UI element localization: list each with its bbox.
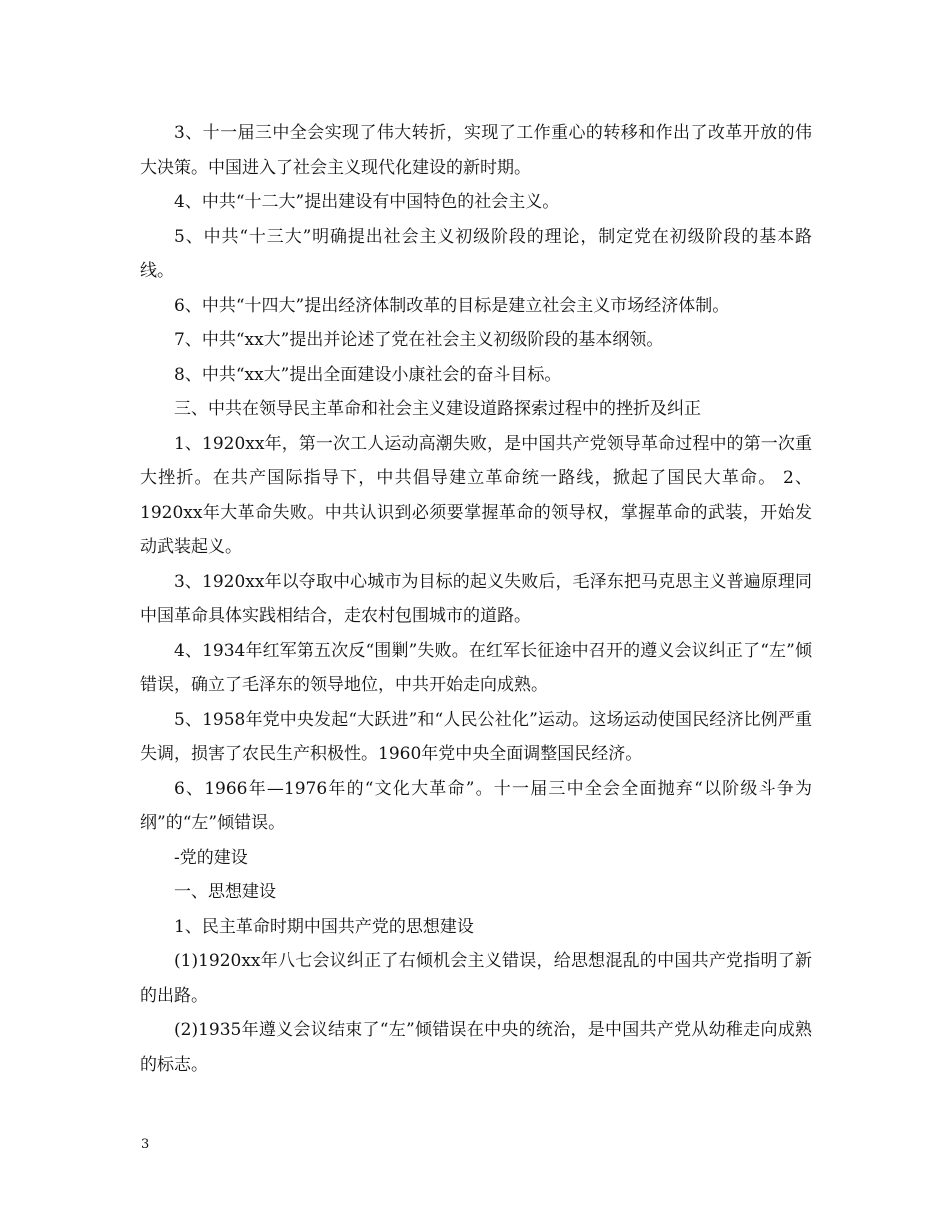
paragraph: 6、1966年—1976年的“文化大革命”。十一届三中全会全面抛弃“以阶级斗争为纲”的“左”倾错误。 <box>140 778 812 833</box>
paragraph: 6、中共“十四大”提出经济体制改革的目标是建立社会主义市场经济体制。 <box>174 295 730 316</box>
section-heading: 一、思想建设 <box>174 882 276 902</box>
paragraph: 8、中共“xx大”提出全面建设小康社会的奋斗目标。 <box>174 364 562 385</box>
document-body <box>140 116 812 1082</box>
page-number: 3 <box>141 1137 150 1152</box>
paragraph: 1、1920xx年，第一次工人运动高潮失败，是中国共产党领导革命过程中的第一次重大挫折。在共产国际指导下，中共倡导建立革命统一路线，掀起了国民大革命。 2、1920xx年大革命失败。中共认识到必须要掌握革命的领导权，掌握革命的武装，开始发动武装起义。 <box>140 433 812 557</box>
paragraph: 5、中共“十三大”明确提出社会主义初级阶段的理论，制定党在初级阶段的基本路线。 <box>140 226 812 281</box>
section-heading: 三、中共在领导民主革命和社会主义建设道路探索过程中的挫折及纠正 <box>174 399 701 419</box>
paragraph: (1)1920xx年八七会议纠正了右倾机会主义错误，给思想混乱的中国共产党指明了新的出路。 <box>140 951 812 1006</box>
section-heading: -党的建设 <box>174 847 248 868</box>
paragraph: 3、1920xx年以夺取中心城市为目标的起义失败后，毛泽东把马克思主义普遍原理同中国革命具体实践相结合，走农村包围城市的道路。 <box>140 571 812 626</box>
paragraph: 4、中共“十二大”提出建设有中国特色的社会主义。 <box>174 192 560 212</box>
paragraph: 5、1958年党中央发起“大跃进”和“人民公社化”运动。这场运动使国民经济比例严重失调，损害了农民生产积极性。1960年党中央全面调整国民经济。 <box>140 709 812 764</box>
paragraph: 7、中共“xx大”提出并论述了党在社会主义初级阶段的基本纲领。 <box>174 330 664 350</box>
paragraph: 4、1934年红军第五次反“围剿”失败。在红军长征途中召开的遵义会议纠正了“左”倾错误，确立了毛泽东的领导地位，中共开始走向成熟。 <box>140 640 812 695</box>
paragraph: (2)1935年遵义会议结束了“左”倾错误在中央的统治，是中国共产党从幼稚走向成熟的标志。 <box>140 1020 812 1075</box>
paragraph: 3、十一届三中全会实现了伟大转折，实现了工作重心的转移和作出了改革开放的伟大决策。中国进入了社会主义现代化建设的新时期。 <box>140 123 812 178</box>
subsection-heading: 1、民主革命时期中国共产党的思想建设 <box>174 916 474 937</box>
